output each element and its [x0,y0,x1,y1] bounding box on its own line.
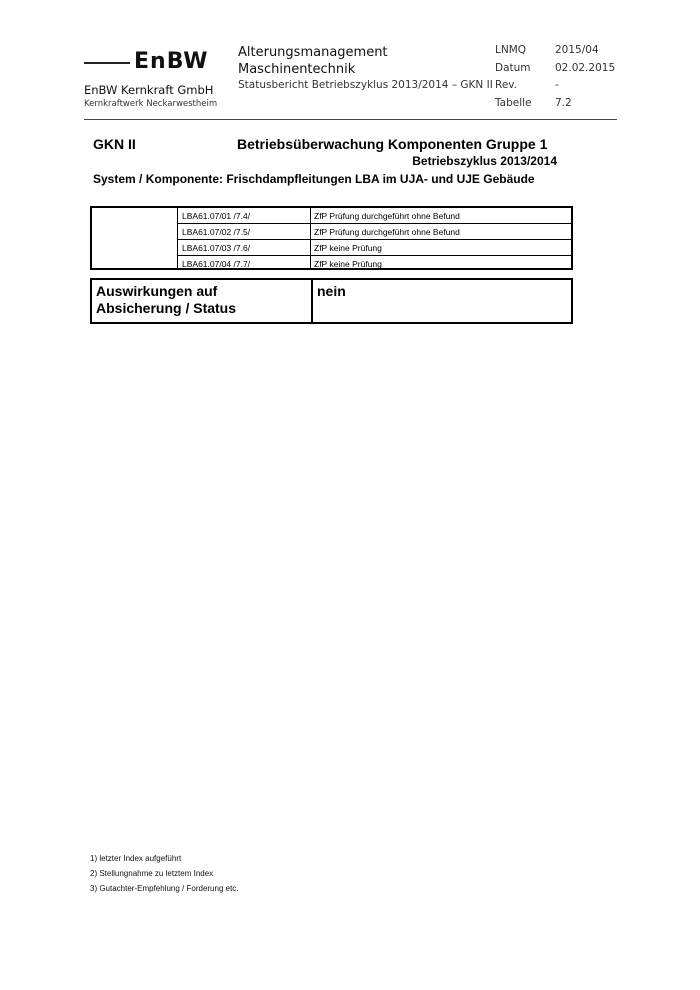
footnotes [90,851,239,896]
cycle-heading: Betriebszyklus 2013/2014 [412,154,557,168]
meta-row [495,79,615,97]
table-row [92,224,571,240]
component-id: LBA61.07/02 /7.5/ [182,227,251,237]
footnote: 3) Gutachter-Empfehlung / Forderung etc. [90,884,239,893]
document-title-line2: Maschinentechnik [238,62,356,77]
impact-table [90,278,573,324]
document-meta [495,44,615,114]
meta-key: Rev. [495,79,518,91]
meta-value: 7.2 [555,96,572,109]
meta-key: Datum [495,61,531,74]
header-rule [84,119,617,120]
meta-value: 2015/04 [555,44,599,56]
system-heading: System / Komponente: Frischdampfleitungen LBA im UJA- und UJE Gebäude [93,172,535,186]
table-row [92,256,571,272]
impact-divider [311,280,313,322]
logo-line [84,62,130,64]
meta-row [495,62,615,80]
footnote: 2) Stellungnahme zu letztem Index [90,869,214,878]
impact-label-line2: Absicherung / Status [96,300,237,316]
component-result: ZfP Prüfung durchgeführt ohne Befund [314,227,460,237]
component-result: ZfP keine Prüfung [314,243,382,253]
document-title [238,44,388,78]
component-id: LBA61.07/03 /7.6/ [182,243,251,253]
company-name: EnBW Kernkraft GmbH [84,83,214,97]
impact-value: nein [317,283,346,299]
impact-label [96,283,306,317]
unit-heading: GKN II [93,136,136,152]
enbw-logo: EnBW [134,49,209,74]
meta-row [495,97,615,115]
component-table [90,206,573,270]
impact-label-line1: Auswirkungen auf [96,283,218,299]
table-row [92,240,571,256]
meta-value: - [555,79,559,91]
component-result: ZfP Prüfung durchgeführt ohne Befund [314,211,460,221]
document-subtitle: Statusbericht Betriebszyklus 2013/2014 – GKN II [238,79,493,91]
meta-key: Tabelle [495,96,532,109]
component-result: ZfP keine Prüfung [314,259,382,269]
table-row [92,208,571,224]
section-heading: Betriebsüberwachung Komponenten Gruppe 1 [237,136,548,152]
meta-row [495,44,615,62]
document-title-line1: Alterungsmanagement [238,45,388,60]
component-id: LBA61.07/04 /7.7/ [182,259,251,269]
plant-name: Kernkraftwerk Neckarwestheim [84,99,218,109]
component-id: LBA61.07/01 /7.4/ [182,211,251,221]
meta-key: LNMQ [495,44,527,56]
footnote: 1) letzter Index aufgeführt [90,854,182,863]
meta-value: 02.02.2015 [555,61,616,74]
